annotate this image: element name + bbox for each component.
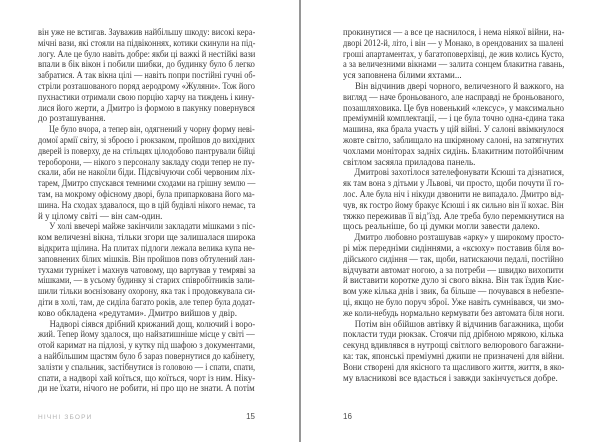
text-line: заповнених білих мішків. Він пройшов повз обтулений лан- (38, 253, 256, 264)
text-line: домої армії світу, зі зброєю і рюкзаком, пройшов до вихідних (38, 134, 255, 145)
text-line: дверей із поверху, де на стільцях цілодобово пантрували бійці (38, 145, 256, 156)
text-line: же коли-небудь нормально кермувати без автомата біля ноги. (343, 307, 565, 318)
text-line: жовте світло, заблищало на шкіряному салоні, на затягнутих (343, 134, 564, 145)
text-line: скали, аби не накоїли біди. Підсвічуючи собі червоним ліх- (38, 167, 255, 178)
page-left-text (38, 27, 255, 394)
text-line: тарем, Дмитро спускався темними сходами на грішну землю — (38, 178, 256, 189)
text-line: й у цілому світі — він сам-один. (38, 210, 163, 221)
text-line: У холі ввечері майже закінчили закладати мішками з піс- (49, 221, 256, 232)
text-line: мічні вази, які стояли на підвіконнях, котики скинули на під- (38, 37, 256, 48)
text-line: й виставити коротке дуло зі свого вікна. Він так їздив Киє- (343, 275, 565, 286)
text-line: мішками, — в усьому будинку зі старих співробітників зали- (38, 275, 255, 286)
text-line: щось реальніше, бо ці думки могли завести далеко. (343, 221, 540, 232)
text-line: чув, як гостро йому бракує Ксюші і як сильно він її кохає. Він (343, 199, 564, 210)
text-line: Дмитро любовно розташував «арку» у широкому просто- (354, 232, 564, 243)
text-line: преміумній комплектації, — і це була точно одна-єдина така (343, 113, 565, 124)
text-line: дійського сидіння — так, щоби, натискаючи педалі, постійно (343, 253, 564, 264)
text-line: він уже не встигав. Зауважив найбільшу шкоду: високі кера- (38, 27, 256, 37)
text-line: позашляховика. Це був новенький «лексус», у максимально (343, 102, 565, 113)
text-line: секунд вдивлявся в нутрощі світлого велюрового багажни- (343, 340, 564, 351)
text-line: а за величезними вікнами — залита сонцем блакитна гавань, (343, 59, 565, 70)
text-line: Він відчинив двері чорного, величезного й важкого, на (354, 80, 565, 91)
text-line: Це було вчора, а тепер він, одягнений у чорну форму неві- (49, 124, 255, 135)
running-head: НІЧНІ ЗБОРИ (38, 414, 93, 421)
text-line: гроші апартаментах, у багатоповерхівці, де жив колись Кусто, (343, 48, 564, 59)
text-line: жий. Тепер йому здалося, що найзатишніше місце у світі — (38, 329, 255, 340)
text-line: пухнастики отримали свою порцію харчу на тиждень і кину- (38, 91, 255, 102)
text-line: вигляд — наче броньованого, але насправді не броньованого, (343, 91, 565, 102)
text-line: Дмитрові захотілося зателефонувати Ксюші та дізнатися, (354, 167, 565, 178)
text-line: ково обкладена «редутами». Дмитро вийшов у двір. (38, 307, 238, 318)
text-line: там, на мокрому офісному дворі, була припаркована його ма- (38, 188, 255, 199)
page-number-left: 15 (246, 412, 255, 421)
text-line: залізти у спальник, застібнутися із головою — і спати, спати, (38, 361, 256, 372)
text-line: ком величезні вікна, тільки згори ще залишалася широка (38, 232, 256, 243)
text-line: відкрита щілина. На плитах підлоги лежала велика купа не- (38, 242, 255, 253)
text-line: впали в бік вікон і побили шибки, до будинку було б легко (38, 59, 255, 70)
text-line: діти в холі, там, де сиділа багато років, але тепер була додат- (38, 296, 255, 307)
page-right-footer (343, 412, 564, 421)
text-line: тяжко переживав її від’їзд. Але треба було перемкнутися на (343, 210, 565, 221)
text-line: Вони створені для якісного та щасливого життя, життя, в яко- (343, 361, 565, 372)
text-line: ці, якщо не було поруч зброї. Уже навіть сумнівався, чи змо- (343, 296, 564, 307)
text-line: логу. Але це було навіть добре: якби ці важкі й нестійкі вази (38, 48, 256, 59)
text-line: забратися. А так вікна цілі — навіть попри постійні гучні об- (38, 70, 256, 81)
text-line: ди не їхати, нічого не робити, ні про що не знати. А потім (38, 383, 255, 394)
text-line: спати, а надворі хай коїться, що коїться, чорт із ним. Ніку- (38, 372, 256, 383)
text-line: вом уже кілька днів і звик, ба більше — почувався в небезпе- (343, 286, 564, 297)
page-left (0, 0, 299, 442)
text-line: як там вона з дітьми у Львові, чи просто, щоби почути її го- (343, 178, 564, 189)
text-line: покласти туди рюкзак. Стоячи під дрібною мрякою, кілька (343, 329, 564, 340)
text-line: Потім він обійшов автівку й відчинив багажника, щоби (354, 318, 564, 329)
text-line: уся заповнена білими яхтами... (343, 70, 462, 81)
text-line: відчувати автомат ногою, а за потреби — швидко вихопити (343, 264, 564, 275)
text-line: чохлами моніторах задніх сидінь. Блакитним потойбічним (343, 145, 564, 156)
text-line: лос. Але була ніч і нікуди дзвонити не випадало. Дмитро від- (343, 188, 564, 199)
page-right (301, 0, 600, 442)
text-line: тухами турнікет і махнув чатовому, що вартував у темряві за (38, 264, 256, 275)
text-line: машина, яка брала участь у цій війні. У салоні ввімкнулося (343, 124, 564, 135)
text-line: прокинутися — а все це наснилося, і нема ніякої війни, на- (343, 27, 565, 37)
text-line: світлом засяяла приладова панель. (343, 156, 476, 167)
text-line: ка: так, японські преміумні джипи не призначені для війни. (343, 350, 565, 361)
text-line: шина. На сходах здавалося, що в цій будівлі нікого немає, та (38, 199, 256, 210)
text-line: стріли розташованого поряд аеродрому «Жуляни». Тож його (38, 80, 255, 91)
text-line: му власникові все вдасться і завжди закінчується добре. (343, 372, 558, 383)
text-line: Надворі сіявся дрібний крижаний дощ, колючий і воро- (49, 318, 256, 329)
text-line: лися його жерти, а Дмитро із формою в пакунку повернувся (38, 102, 255, 113)
text-line: тероборони, — нікого з персоналу закладу сюди тепер не пу- (38, 156, 255, 167)
text-line: дворі 2012-й, літо, і він — у Монако, в орендованих за шалені (343, 37, 564, 48)
page-number-right: 16 (343, 412, 352, 421)
text-line: а найбільшим щастям було б зараз повернутися до кабінету, (38, 350, 255, 361)
text-line: рі між передніми сидіннями, а «ксюху» поставив біля во- (343, 242, 564, 253)
page-right-text (343, 27, 564, 383)
text-line: шили тільки воєнізовану охорону, яка так і продовжувала си- (38, 286, 256, 297)
text-line: до розташування. (38, 113, 106, 124)
page-left-footer (38, 412, 255, 421)
text-line: отой каримат на підлозі, у кутку під шафою з документами, (38, 340, 256, 351)
